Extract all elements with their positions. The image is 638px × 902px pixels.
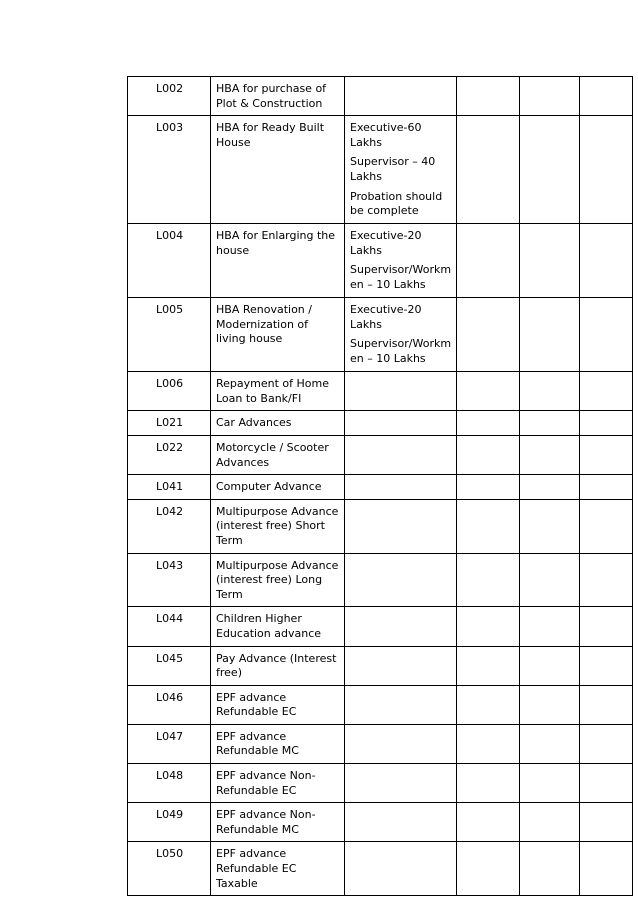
loan-limit-cell [345,77,457,116]
loan-limit-cell [345,411,457,436]
empty-cell [520,224,580,298]
loan-code-cell: L044 [128,607,211,646]
empty-cell [520,77,580,116]
table-row [128,224,633,298]
loan-description-cell: EPF advance Refundable EC Taxable [211,842,345,896]
loan-limit-cell [345,553,457,607]
empty-cell [457,475,520,500]
limit-line: Executive-20 Lakhs [350,303,422,331]
empty-cell [580,803,633,842]
loan-description-cell: Motorcycle / Scooter Advances [211,435,345,474]
table-row [128,646,633,685]
empty-cell [520,475,580,500]
loan-code-cell: L042 [128,499,211,553]
loan-code-cell: L050 [128,842,211,896]
empty-cell [457,764,520,803]
loan-limit-cell [345,685,457,724]
empty-cell [457,224,520,298]
loan-description-cell: HBA for Enlarging the house [211,224,345,298]
loan-limit-cell [345,372,457,411]
limit-line: Executive-60 Lakhs [350,121,422,149]
empty-cell [520,411,580,436]
loan-code-cell: L002 [128,77,211,116]
table-row [128,607,633,646]
empty-cell [520,499,580,553]
table-row [128,116,633,224]
empty-cell [520,435,580,474]
loan-description-cell: Multipurpose Advance (interest free) Short Term [211,499,345,553]
loan-limit-cell [345,435,457,474]
empty-cell [580,764,633,803]
empty-cell [457,499,520,553]
loan-table-body [128,77,633,896]
loan-description-cell: Computer Advance [211,475,345,500]
empty-cell [457,411,520,436]
limit-line: Supervisor/Workmen – 10 Lakhs [350,263,452,291]
empty-cell [520,116,580,224]
table-row [128,803,633,842]
loan-codes-table [127,76,633,896]
empty-cell [580,646,633,685]
table-row [128,764,633,803]
empty-cell [580,724,633,763]
loan-code-cell: L022 [128,435,211,474]
loan-limit-cell [345,298,457,372]
table-row [128,499,633,553]
empty-cell [457,77,520,116]
empty-cell [580,553,633,607]
table-row [128,724,633,763]
loan-description-cell: HBA for purchase of Plot & Construction [211,77,345,116]
loan-limit-cell [345,116,457,224]
loan-code-cell: L049 [128,803,211,842]
empty-cell [457,803,520,842]
loan-code-cell: L003 [128,116,211,224]
empty-cell [520,724,580,763]
table-row [128,435,633,474]
empty-cell [457,646,520,685]
empty-cell [457,724,520,763]
empty-cell [520,803,580,842]
table-row [128,553,633,607]
loan-code-cell: L045 [128,646,211,685]
empty-cell [580,475,633,500]
empty-cell [580,411,633,436]
loan-description-cell: Car Advances [211,411,345,436]
loan-code-cell: L021 [128,411,211,436]
loan-limit-cell [345,724,457,763]
loan-description-cell: EPF advance Refundable EC [211,685,345,724]
empty-cell [520,298,580,372]
loan-description-cell: EPF advance Refundable MC [211,724,345,763]
table-row [128,475,633,500]
loan-code-cell: L006 [128,372,211,411]
empty-cell [580,842,633,896]
table-row [128,298,633,372]
limit-line: Executive-20 Lakhs [350,229,422,257]
empty-cell [457,372,520,411]
limit-line: Probation should be complete [350,189,443,218]
empty-cell [580,224,633,298]
loan-description-cell: HBA for Ready Built House [211,116,345,224]
empty-cell [520,372,580,411]
table-row [128,685,633,724]
loan-description-cell: Children Higher Education advance [211,607,345,646]
limit-line: Supervisor – 40 Lakhs [350,155,436,183]
empty-cell [580,372,633,411]
loan-description-cell: HBA Renovation / Modernization of living house [211,298,345,372]
empty-cell [520,553,580,607]
loan-code-cell: L046 [128,685,211,724]
loan-limit-cell [345,842,457,896]
table-row [128,411,633,436]
loan-limit-cell [345,646,457,685]
loan-description-cell: EPF advance Non-Refundable MC [211,803,345,842]
empty-cell [457,435,520,474]
empty-cell [580,116,633,224]
loan-code-cell: L048 [128,764,211,803]
empty-cell [580,77,633,116]
loan-code-cell: L005 [128,298,211,372]
loan-code-cell: L043 [128,553,211,607]
loan-description-cell: Multipurpose Advance (interest free) Long Term [211,553,345,607]
empty-cell [580,607,633,646]
loan-limit-cell [345,803,457,842]
empty-cell [580,298,633,372]
loan-description-cell: EPF advance Non-Refundable EC [211,764,345,803]
empty-cell [457,842,520,896]
empty-cell [520,607,580,646]
loan-description-cell: Pay Advance (Interest free) [211,646,345,685]
empty-cell [457,553,520,607]
empty-cell [457,298,520,372]
empty-cell [457,607,520,646]
limit-line: Supervisor/Workmen – 10 Lakhs [350,337,452,365]
empty-cell [580,499,633,553]
empty-cell [580,435,633,474]
loan-limit-cell [345,764,457,803]
table-row [128,842,633,896]
loan-limit-cell [345,475,457,500]
empty-cell [580,685,633,724]
loan-code-cell: L047 [128,724,211,763]
empty-cell [520,646,580,685]
loan-description-cell: Repayment of Home Loan to Bank/FI [211,372,345,411]
empty-cell [457,116,520,224]
loan-limit-cell [345,224,457,298]
empty-cell [520,685,580,724]
empty-cell [520,842,580,896]
loan-limit-cell [345,499,457,553]
loan-limit-cell [345,607,457,646]
loan-code-cell: L041 [128,475,211,500]
empty-cell [457,685,520,724]
table-row [128,372,633,411]
loan-code-cell: L004 [128,224,211,298]
table-row [128,77,633,116]
empty-cell [520,764,580,803]
